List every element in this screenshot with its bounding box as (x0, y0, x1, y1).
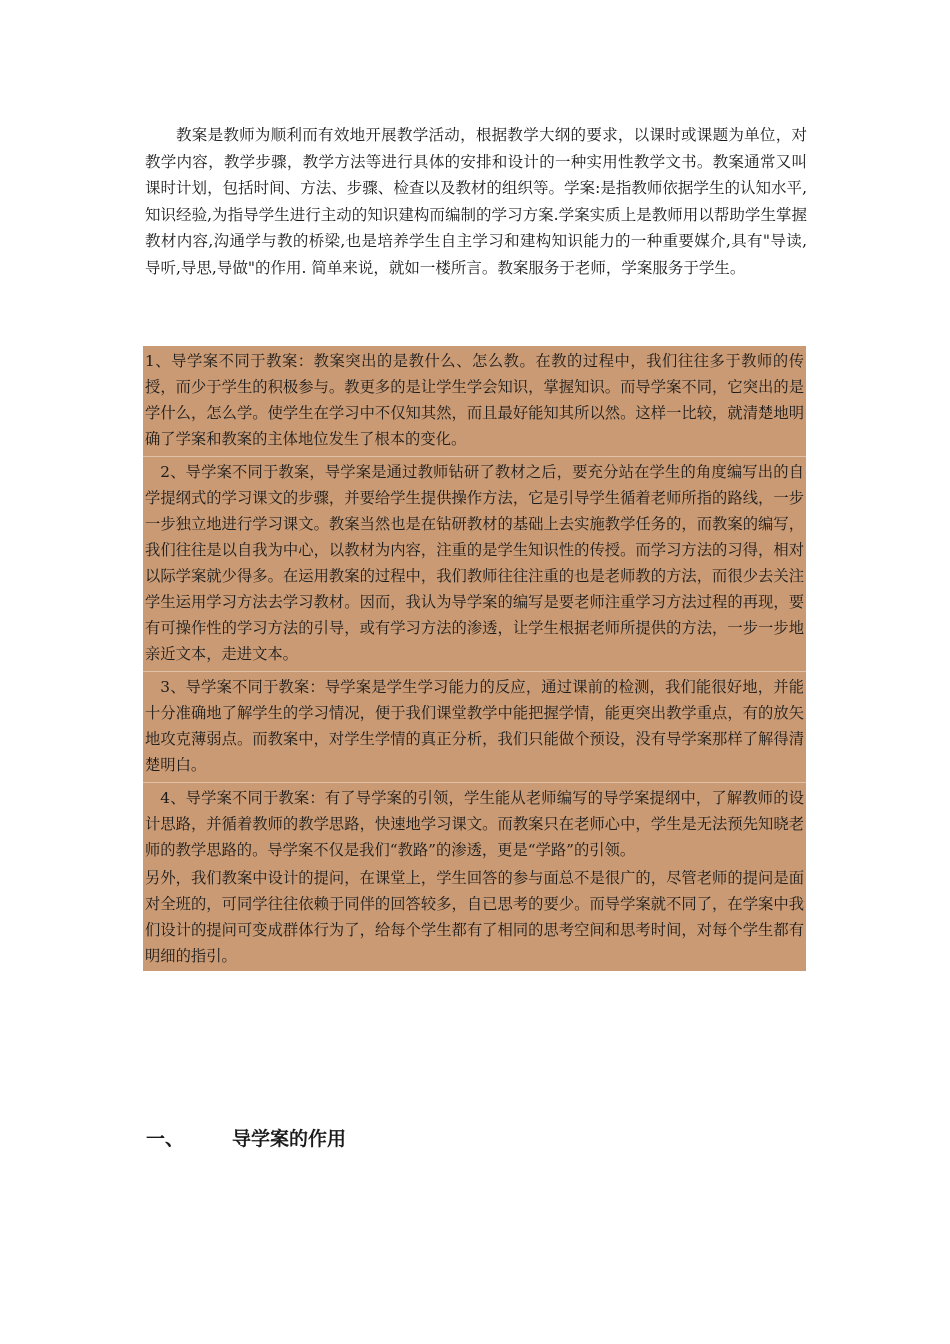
section-title: 导学案的作用 (232, 1128, 347, 1150)
section-heading (146, 1124, 346, 1151)
comparison-extra-paragraph: 另外，我们教案中设计的提问，在课堂上，学生回答的参与面总不是很广的，尽管老师的提问是面对全班的，可同学往往依赖于同伴的回答较多，自已思考的要少。而导学案就不同了，在学案中我们设计的提问可变成群体行为了，给每个学生都有了相同的思考空间和思考时间，对每个学生都有明细的指引。 (145, 869, 804, 965)
comparison-item-3: 3、导学案不同于教案：导学案是学生学习能力的反应，通过课前的检测，我们能很好地，并能十分准确地了解学生的学习情况，便于我们课堂教学中能把握学情，能更突出教学重点，有的放矢地攻克薄弱点。而教案中，对学生学情的真正分析，我们只能做个预设，没有导学案那样了解得清楚明白。 (143, 672, 806, 783)
section-number: 一、 (146, 1128, 185, 1150)
intro-paragraph: 教案是教师为顺利而有效地开展教学活动，根据教学大纲的要求，以课时或课题为单位，对教学内容，教学步骤，教学方法等进行具体的安排和设计的一种实用性教学文书。教案通常又叫课时计划，包括时间、方法、步骤、检查以及教材的组织等。学案:是指教师依据学生的认知水平,知识经验,为指导学生进行主动的知识建构而编制的学习方案.学案实质上是教师用以帮助学生掌握教材内容,沟通学与教的桥梁,也是培养学生自主学习和建构知识能力的一种重要媒介,具有"导读,导听,导思,导做"的作用. 简单来说，就如一楼所言。教案服务于老师，学案服务于学生。 (145, 126, 807, 277)
comparison-item-1: 1、导学案不同于教案：教案突出的是教什么、怎么教。在教的过程中，我们往往多于教师的传授，而少于学生的积极参与。教更多的是让学生学会知识，掌握知识。而导学案不同，它突出的是学什么，怎么学。使学生在学习中不仅知其然，而且最好能知其所以然。这样一比较，就清楚地明确了学案和教案的主体地位发生了根本的变化。 (143, 346, 806, 457)
comparison-item-2: 2、导学案不同于教案，导学案是通过教师钻研了教材之后，要充分站在学生的角度编写出的自学提纲式的学习课文的步骤，并要给学生提供操作方法，它是引导学生循着老师所指的路线，一步一步独立地进行学习课文。教案当然也是在钻研教材的基础上去实施教学任务的，而教案的编写，我们往往是以自我为中心，以教材为内容，注重的是学生知识性的传授。而学习方法的习得，相对以际学案就少得多。在运用教案的过程中，我们教师往往注重的也是老师教的方法，而很少去关注学生运用学习方法去学习教材。因而，我认为导学案的编写是要老师注重学习方法过程的再现，要有可操作性的学习方法的引导，或有学习方法的渗透，让学生根据老师所提供的方法，一步一步地亲近文本，走进文本。 (143, 457, 806, 672)
comparison-item-4: 4、导学案不同于教案：有了导学案的引领，学生能从老师编写的导学案提纲中，了解教师的设计思路，并循着教师的教学思路，快速地学习课文。而教案只在老师心中，学生是无法预先知晓老师的教学思路的。导学案不仅是我们“教路”的渗透，更是“学路”的引领。 (145, 789, 804, 859)
comparison-block (143, 346, 806, 971)
